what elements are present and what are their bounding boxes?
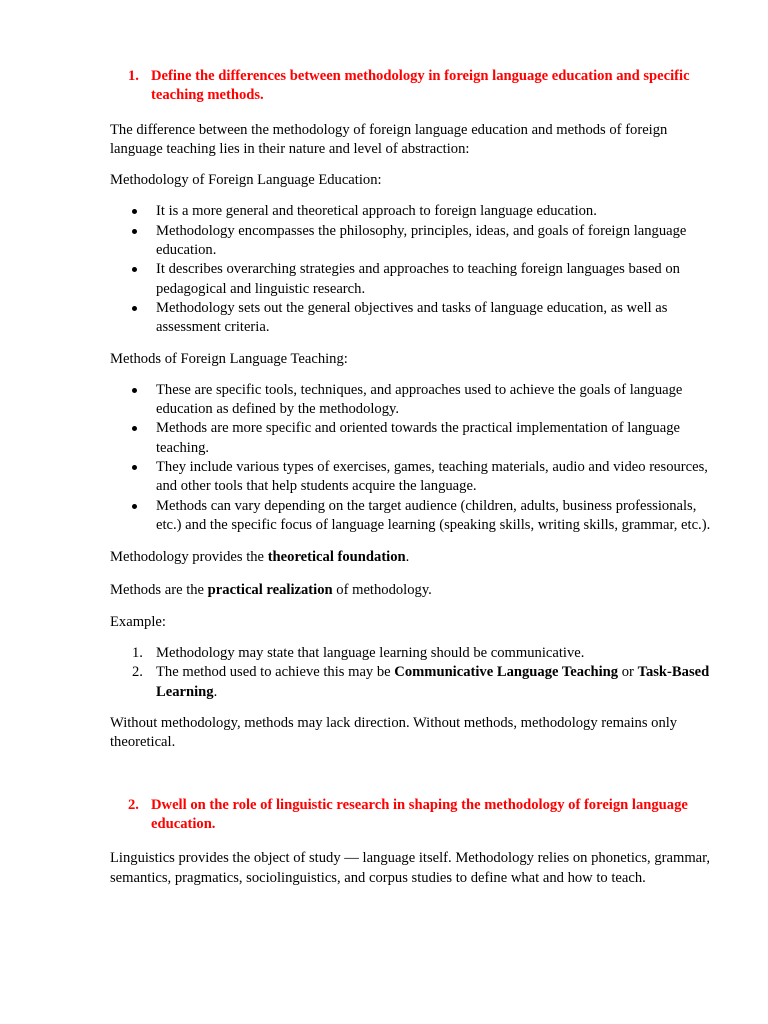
- list-number: 1.: [132, 645, 143, 662]
- foundation-bold: theoretical foundation: [267, 549, 406, 566]
- example-2-bold-tbl: Task-Based Learning: [156, 664, 710, 700]
- document-page: [110, 67, 716, 888]
- list-item-text: Methodology may state that language learning should be communicative.: [156, 645, 585, 662]
- list-item: [110, 299, 716, 338]
- realization-pre: Methods are the: [110, 581, 208, 598]
- list-item: [110, 497, 716, 536]
- example-2-pre: The method used to achieve this may be: [156, 664, 395, 681]
- methods-list: [110, 381, 716, 535]
- list-item: [110, 458, 716, 497]
- list-item: [110, 644, 716, 663]
- section-1-conclusion: Without methodology, methods may lack direction. Without methods, methodology remains only theoretical.: [110, 715, 678, 751]
- bullet-icon: [110, 222, 156, 261]
- list-item-text: It is a more general and theoretical approach to foreign language education.: [156, 203, 597, 220]
- example-2-post: .: [213, 683, 218, 700]
- methodology-subtitle: Methodology of Foreign Language Education:: [110, 172, 382, 189]
- realization-post: of methodology.: [332, 581, 432, 598]
- section-2-body: Linguistics provides the object of study — language itself. Methodology relies on phonetics, grammar, semantics, pragmatics, sociolinguistics, and corpus studies to define what and how to teach.: [110, 850, 711, 886]
- section-1-intro: The difference between the methodology of foreign language education and methods of foreign language teaching lies in their nature and level of abstraction:: [110, 121, 668, 157]
- list-item-text: These are specific tools, techniques, and approaches used to achieve the goals of language education as defined by the methodology.: [156, 381, 683, 418]
- section-1-heading: [128, 67, 716, 106]
- list-item: [110, 202, 716, 221]
- bullet-icon: [110, 458, 156, 497]
- list-item-text: It describes overarching strategies and approaches to teaching foreign languages based on pedagogical and linguistic research.: [156, 261, 680, 297]
- example-2-bold-clt: Communicative Language Teaching: [394, 664, 619, 681]
- section-1-number: 1.: [128, 68, 139, 84]
- section-2-title: Dwell on the role of linguistic research in shaping the methodology of foreign language education.: [151, 796, 688, 832]
- section-2-number: 2.: [128, 796, 139, 813]
- example-list: [110, 644, 716, 702]
- list-item-text: Methodology encompasses the philosophy, principles, ideas, and goals of foreign language education.: [156, 222, 687, 259]
- realization-bold: practical realization: [207, 581, 333, 598]
- list-item: [110, 222, 716, 261]
- list-item: [110, 381, 716, 420]
- example-label: Example:: [110, 613, 166, 630]
- foundation-pre: Methodology provides the: [110, 549, 268, 566]
- section-2-heading: [128, 796, 716, 835]
- bullet-icon: [110, 497, 156, 536]
- example-2-mid: or: [618, 664, 638, 681]
- list-item-text: Methods are more specific and oriented towards the practical implementation of language teaching.: [156, 420, 680, 456]
- methodology-list: [110, 202, 716, 337]
- realization-sentence: [110, 581, 716, 600]
- list-item: [110, 419, 716, 458]
- bullet-icon: [110, 381, 156, 420]
- bullet-icon: [110, 260, 156, 299]
- foundation-post: .: [405, 549, 410, 566]
- list-item-text: Methods can vary depending on the target audience (children, adults, business professionals, etc.) and the specific focus of language learning (speaking skills, writing skills, grammar, etc.).: [156, 497, 711, 533]
- bullet-icon: [110, 299, 156, 338]
- foundation-sentence: [110, 548, 716, 567]
- methods-subtitle: Methods of Foreign Language Teaching:: [110, 350, 348, 367]
- list-number: 2.: [132, 664, 143, 681]
- bullet-icon: [110, 202, 156, 221]
- list-item: [110, 663, 716, 702]
- section-1-title: Define the differences between methodology in foreign language education and specific teaching methods.: [151, 68, 690, 104]
- list-item-text: Methodology sets out the general objectives and tasks of language education, as well as assessment criteria.: [156, 299, 668, 336]
- list-item-text: [156, 663, 716, 702]
- list-item-text: They include various types of exercises, games, teaching materials, audio and video resources, and other tools that help students acquire the language.: [156, 459, 708, 495]
- bullet-icon: [110, 419, 156, 458]
- list-item: [110, 260, 716, 299]
